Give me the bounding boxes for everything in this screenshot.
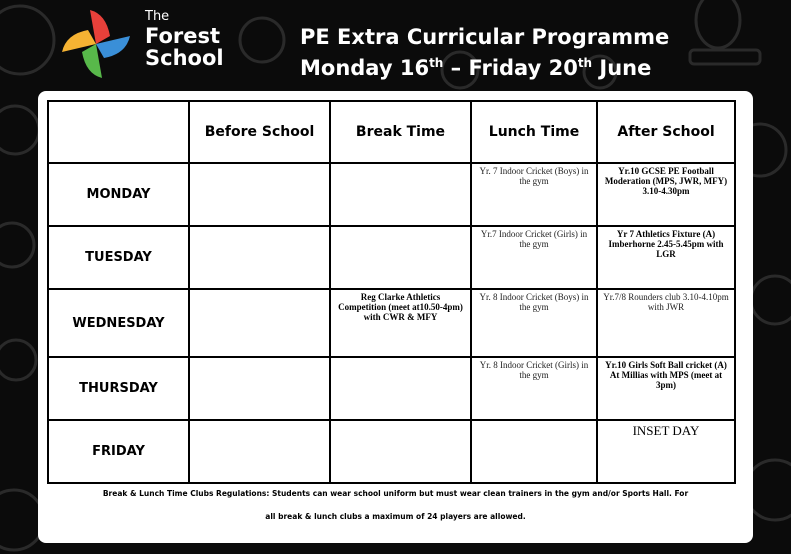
school-name-the: The <box>145 9 170 24</box>
break-time-cell <box>330 420 471 483</box>
header-lunch-time: Lunch Time <box>471 101 597 163</box>
after-school-cell: Yr 7 Athletics Fixture (A) Imberhorne 2.45-5.45pm with LGR <box>597 226 735 289</box>
table-row <box>48 357 735 420</box>
title-line-2 <box>300 53 669 84</box>
after-school-cell: Yr.10 GCSE PE Football Moderation (MPS, JWR, MFY) 3.10-4.30pm <box>597 163 735 226</box>
title-line-1: PE Extra Curricular Programme <box>300 25 670 49</box>
school-name-forest: Forest <box>145 24 221 48</box>
before-school-cell <box>189 163 330 226</box>
lunch-time-cell: Yr. 7 Indoor Cricket (Boys) in the gym <box>471 163 597 226</box>
header-corner-cell <box>48 101 189 163</box>
regulations-line-1: Break & Lunch Time Clubs Regulations: Students can wear school uniform but must wear clean trainers in the gym and/or Sports Hall. For <box>102 489 689 498</box>
title-date-start: Monday 16 <box>300 56 430 80</box>
break-time-cell <box>330 163 471 226</box>
header-before-school: Before School <box>189 101 330 163</box>
before-school-cell <box>189 420 330 483</box>
day-label: THURSDAY <box>48 357 189 420</box>
table-header-row <box>48 101 735 163</box>
header-break-time: Break Time <box>330 101 471 163</box>
ball-icon <box>751 276 791 324</box>
school-name-school: School <box>145 46 224 71</box>
after-school-cell: Yr.10 Girls Soft Ball cricket (A) At Millias with MPS (meet at 3pm) <box>597 357 735 420</box>
racket-icon <box>696 0 740 48</box>
before-school-cell <box>189 226 330 289</box>
timetable-panel <box>38 91 753 543</box>
break-time-cell <box>330 357 471 420</box>
lunch-time-cell <box>471 420 597 483</box>
ball-icon <box>0 340 36 380</box>
title-date-end: – Friday 20 <box>443 56 578 80</box>
table-row <box>48 226 735 289</box>
dumbbell-icon <box>690 50 760 64</box>
lunch-time-cell: Yr. 8 Indoor Cricket (Girls) in the gym <box>471 357 597 420</box>
break-time-cell <box>330 226 471 289</box>
title-ordinal-start: th <box>429 56 444 70</box>
break-time-cell: Reg Clarke Athletics Competition (meet at10.50-4pm) with CWR & MFY <box>330 289 471 357</box>
lunch-time-cell: Yr. 8 Indoor Cricket (Boys) in the gym <box>471 289 597 357</box>
title-ordinal-end: th <box>577 56 593 70</box>
tennis-ball-icon <box>240 18 284 62</box>
table-row <box>48 289 735 357</box>
title-month: June <box>592 56 652 80</box>
football-icon <box>0 106 39 154</box>
lunch-time-cell: Yr.7 Indoor Cricket (Girls) in the gym <box>471 226 597 289</box>
regulations-line-2: all break & lunch clubs a maximum of 24 players are allowed. <box>265 512 526 521</box>
table-row <box>48 163 735 226</box>
table-row <box>48 420 735 483</box>
day-label: MONDAY <box>48 163 189 226</box>
after-school-cell: INSET DAY <box>597 420 735 483</box>
day-label: TUESDAY <box>48 226 189 289</box>
day-label: FRIDAY <box>48 420 189 483</box>
before-school-cell <box>189 357 330 420</box>
page-title <box>300 22 669 84</box>
pinwheel-logo-icon <box>62 10 130 78</box>
ball-icon <box>0 223 34 267</box>
day-label: WEDNESDAY <box>48 289 189 357</box>
football-icon <box>0 6 54 74</box>
timetable <box>47 100 736 484</box>
before-school-cell <box>189 289 330 357</box>
header-after-school: After School <box>597 101 735 163</box>
after-school-cell: Yr.7/8 Rounders club 3.10-4.10pm with JWR <box>597 289 735 357</box>
school-name <box>145 10 224 69</box>
